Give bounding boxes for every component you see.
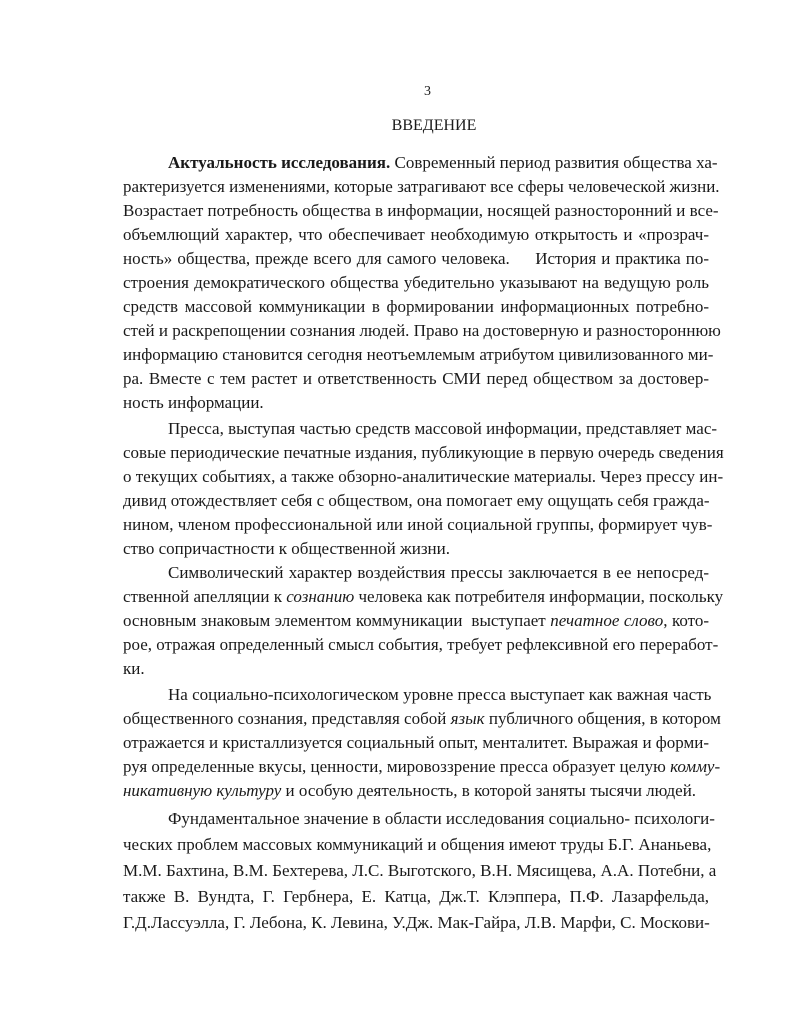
paragraph-line: общественного сознания, представляя собой язык публичного общения, в котором — [123, 709, 721, 728]
page-title: ВВЕДЕНИЕ — [391, 117, 477, 134]
page-number: 3 — [424, 84, 431, 99]
emphasis-term: печатное слово — [550, 611, 664, 630]
paragraph-line: ра. Вместе с тем растет и ответственность СМИ перед обществом за достовер- — [123, 369, 709, 388]
paragraph-line: ность информации. — [123, 393, 264, 412]
paragraph-line: основным знаковым элементом коммуникации выступает печатное слово, кото- — [123, 611, 709, 630]
paragraph-line: На социально-психологическом уровне пресса выступает как важная часть — [168, 685, 712, 704]
paragraph-line: объемлющий характер, что обеспечивает необходимую открытость и «прозрач- — [123, 225, 709, 244]
paragraph-line: Фундаментальное значение в области исследования социально- психологи- — [168, 809, 715, 828]
paragraph-line: дивид отождествляет себя с обществом, она помогает ему ощущать себя гражда- — [123, 491, 710, 510]
lead-heading: Актуальность исследования. — [168, 153, 391, 172]
paragraph-line: средств массовой коммуникации в формировании информационных потребно- — [123, 297, 709, 316]
emphasis-term: комму- — [670, 757, 721, 776]
paragraph-line: строения демократического общества убедительно указывают на ведущую роль — [123, 273, 709, 292]
paragraph-line: нином, членом профессиональной или иной социальной группы, формирует чув- — [123, 515, 713, 534]
paragraph-line: ческих проблем массовых коммуникаций и общения имеют труды Б.Г. Ананьева, — [123, 835, 712, 854]
paragraph-line: ность» общества, прежде всего для самого человека. История и практика по- — [123, 249, 709, 268]
paragraph-line: руя определенные вкусы, ценности, мировоззрение пресса образует целую комму- — [123, 757, 721, 776]
paragraph-line: рое, отражая определенный смысл события, требует рефлексивной его переработ- — [123, 635, 719, 654]
paragraph-line: ственной апелляции к сознанию человека как потребителя информации, поскольку — [123, 587, 724, 606]
emphasis-term: язык — [450, 709, 485, 728]
emphasis-term: никативную культуру — [123, 781, 282, 800]
paragraph-line: М.М. Бахтина, В.М. Бехтерева, Л.С. Выготского, В.Н. Мясищева, А.А. Потебни, а — [123, 861, 717, 880]
paragraph-line: ство сопричастности к общественной жизни. — [123, 539, 451, 558]
paragraph-line: информацию становится сегодня неотъемлемым атрибутом цивилизованного ми- — [123, 345, 714, 364]
paragraph-line: рактеризуется изменениями, которые затрагивают все сферы человеческой жизни. — [123, 177, 720, 196]
paragraph-line: Пресса, выступая частью средств массовой информации, представляет мас- — [168, 419, 718, 438]
paragraph-line: также В. Вундта, Г. Гербнера, Е. Катца, Дж.Т. Клэппера, П.Ф. Лазарфельда, — [123, 887, 709, 906]
paragraph-line: Возрастает потребность общества в информации, носящей разносторонний и все- — [123, 201, 719, 220]
paragraph-line: Актуальность исследования. Современный период развития общества ха- — [168, 153, 718, 172]
paragraph-line: совые периодические печатные издания, публикующие в первую очередь сведения — [123, 443, 724, 462]
paragraph-line: о текущих событиях, а также обзорно-аналитические материалы. Через прессу ин- — [123, 467, 724, 486]
paragraph-line: никативную культуру и особую деятельность, в которой заняты тысячи людей. — [123, 781, 697, 800]
paragraph-line: Символический характер воздействия прессы заключается в ее непосред- — [168, 563, 709, 582]
paragraph-line: Г.Д.Лассуэлла, Г. Лебона, К. Левина, У.Дж. Мак-Гайра, Л.В. Марфи, С. Москови- — [123, 913, 710, 932]
paragraph-line: ки. — [123, 659, 145, 678]
paragraph-line: стей и раскрепощении сознания людей. Право на достоверную и разностороннюю — [123, 321, 721, 340]
emphasis-term: сознанию — [286, 587, 355, 606]
paragraph-line: отражается и кристаллизуется социальный опыт, менталитет. Выражая и форми- — [123, 733, 710, 752]
